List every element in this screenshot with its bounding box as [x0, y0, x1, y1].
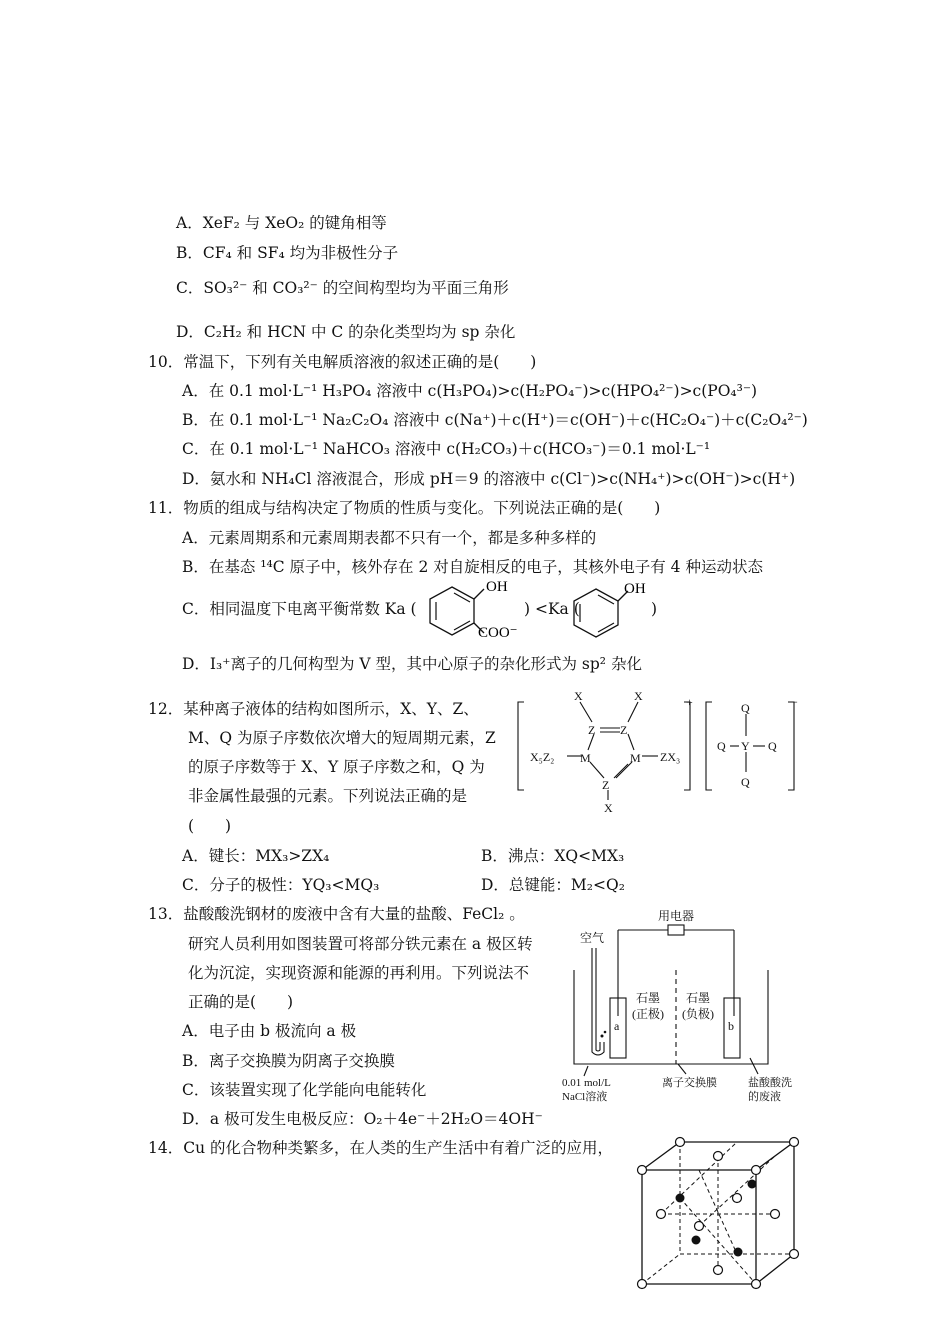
- q12-stem-line5: ( ): [188, 817, 232, 835]
- q10-option-b: B．在 0.1 mol·L⁻¹ Na₂C₂O₄ 溶液中 c(Na⁺)＋c(H⁺)＝c(OH⁻)＋c(HC₂O₄⁻)＋c(C₂O₄²⁻): [182, 411, 808, 429]
- salicylate-structure: [418, 575, 528, 645]
- q12-fig-m1: M: [580, 751, 591, 765]
- q12-fig-q-top: Q: [741, 701, 750, 715]
- q13-option-c: C．该装置实现了化学能向电能转化: [182, 1081, 427, 1099]
- q13-stem-line3: 化为沉淀，实现资源和能源的再利用。下列说法不: [188, 964, 530, 982]
- q12-fig-z1: Z: [588, 723, 596, 737]
- q11-stem: 11．物质的组成与结构决定了物质的性质与变化。下列说法正确的是( ): [148, 499, 661, 517]
- label-waste-1: 盐酸酸洗: [748, 1077, 792, 1089]
- ionic-liquid-figure: [512, 688, 804, 814]
- q12-fig-minus: −: [791, 695, 798, 709]
- q12-fig-z3: Z: [602, 778, 610, 792]
- cell-device-figure: [558, 906, 808, 1108]
- label-electrode-b: b: [728, 1019, 734, 1033]
- q12-fig-q-bottom: Q: [741, 775, 750, 789]
- coo-label: COO⁻: [478, 625, 518, 641]
- q12-option-a: A．键长：MX₃>ZX₄: [182, 847, 330, 865]
- label-negative: (负极): [682, 1007, 714, 1021]
- label-electrode-a: a: [614, 1019, 620, 1033]
- q12-fig-q-left: Q: [717, 739, 726, 753]
- q11-option-d: D．I₃⁺离子的几何构型为 V 型，其中心原子的杂化形式为 sp² 杂化: [182, 655, 642, 673]
- label-nacl-conc: 0.01 mol/L: [562, 1077, 611, 1089]
- q12-fig-q-right: Q: [768, 739, 777, 753]
- q11-option-c-mid: ) <Ka (: [524, 600, 580, 618]
- label-air: 空气: [580, 931, 605, 945]
- label-device: 用电器: [658, 909, 695, 923]
- q13-option-a: A．电子由 b 极流向 a 极: [182, 1022, 357, 1040]
- device-resistor: [668, 925, 684, 935]
- q13-stem-line2: 研究人员利用如图装置可将部分铁元素在 a 极区转: [188, 935, 533, 953]
- q9-option-d: D．C₂H₂ 和 HCN 中 C 的杂化类型均为 sp 杂化: [176, 323, 516, 341]
- q12-fig-x1: X: [574, 689, 583, 703]
- q12-fig-z2: Z: [620, 723, 628, 737]
- q12-fig-y: Y: [741, 739, 750, 753]
- label-waste-2: 的废液: [748, 1091, 781, 1103]
- q13-stem-line4: 正确的是( ): [188, 993, 294, 1011]
- q10-option-d: D．氨水和 NH₄Cl 溶液混合，形成 pH＝9 的溶液中 c(Cl⁻)>c(NH₄⁺)>c(OH⁻)>c(H⁺): [182, 470, 796, 488]
- q9-option-c: C．SO₃²⁻ 和 CO₃²⁻ 的空间构型均为平面三角形: [176, 279, 509, 297]
- label-graphite-b: 石墨: [686, 991, 711, 1005]
- q12-fig-x5z2: X₅Z₂: [530, 750, 555, 764]
- q13-option-b: B．离子交换膜为阴离子交换膜: [182, 1052, 395, 1070]
- q12-option-c: C．分子的极性：YQ₃<MQ₃: [182, 876, 380, 894]
- phenol-structure: [566, 575, 656, 643]
- q9-option-a: A．XeF₂ 与 XeO₂ 的键角相等: [176, 214, 387, 232]
- q10-option-c: C．在 0.1 mol·L⁻¹ NaHCO₃ 溶液中 c(H₂CO₃)＋c(HCO₃⁻)＝0.1 mol·L⁻¹: [182, 440, 711, 458]
- oh-label: OH: [486, 579, 508, 595]
- q11-option-a: A．元素周期系和元素周期表都不只有一个，都是多种多样的: [182, 529, 597, 547]
- q10-stem: 10．常温下，下列有关电解质溶液的叙述正确的是( ): [148, 353, 537, 371]
- q13-stem-line1: 13．盐酸酸洗钢材的废液中含有大量的盐酸、FeCl₂ 。: [148, 905, 525, 923]
- q10-option-a: A．在 0.1 mol·L⁻¹ H₃PO₄ 溶液中 c(H₃PO₄)>c(H₂PO₄⁻)>c(HPO₄²⁻)>c(PO₄³⁻): [182, 382, 758, 400]
- q12-fig-zx3: ZX₃: [660, 750, 681, 764]
- q11-option-b: B．在基态 ¹⁴C 原子中，核外存在 2 对自旋相反的电子，其核外电子有 4 种运动状态: [182, 558, 763, 576]
- phenol-oh-label: OH: [624, 581, 646, 597]
- q12-stem-line3: 的原子序数等于 X、Y 原子序数之和，Q 为: [188, 758, 485, 776]
- q12-stem-line1: 12．某种离子液体的结构如图所示，X、Y、Z、: [148, 700, 479, 718]
- q12-fig-plus: +: [686, 695, 693, 709]
- q12-fig-x3: X: [604, 801, 613, 814]
- q9-option-b: B．CF₄ 和 SF₄ 均为非极性分子: [176, 244, 399, 262]
- q14-stem: 14．Cu 的化合物种类繁多，在人类的生产生活中有着广泛的应用，: [148, 1139, 613, 1157]
- label-membrane: 离子交换膜: [662, 1077, 717, 1089]
- q12-option-d: D．总键能：M₂<Q₂: [481, 876, 625, 894]
- label-nacl-solution: NaCl溶液: [562, 1091, 608, 1103]
- crystal-cell-figure: [632, 1134, 804, 1290]
- q12-fig-x2: X: [634, 689, 643, 703]
- q12-stem-line4: 非金属性最强的元素。下列说法正确的是: [188, 787, 468, 805]
- q11-option-c-prefix: C．相同温度下电离平衡常数 Ka (: [182, 600, 417, 618]
- q12-stem-line2: M、Q 为原子序数依次增大的短周期元素，Z: [188, 729, 496, 747]
- q11-option-c-suffix: ): [651, 600, 658, 618]
- label-graphite-a: 石墨: [636, 991, 661, 1005]
- q12-fig-m2: M: [630, 751, 641, 765]
- q13-option-d: D．a 极可发生电极反应：O₂＋4e⁻＋2H₂O＝4OH⁻: [182, 1110, 543, 1128]
- q12-option-b: B．沸点：XQ<MX₃: [481, 847, 625, 865]
- label-positive: (正极): [632, 1007, 664, 1021]
